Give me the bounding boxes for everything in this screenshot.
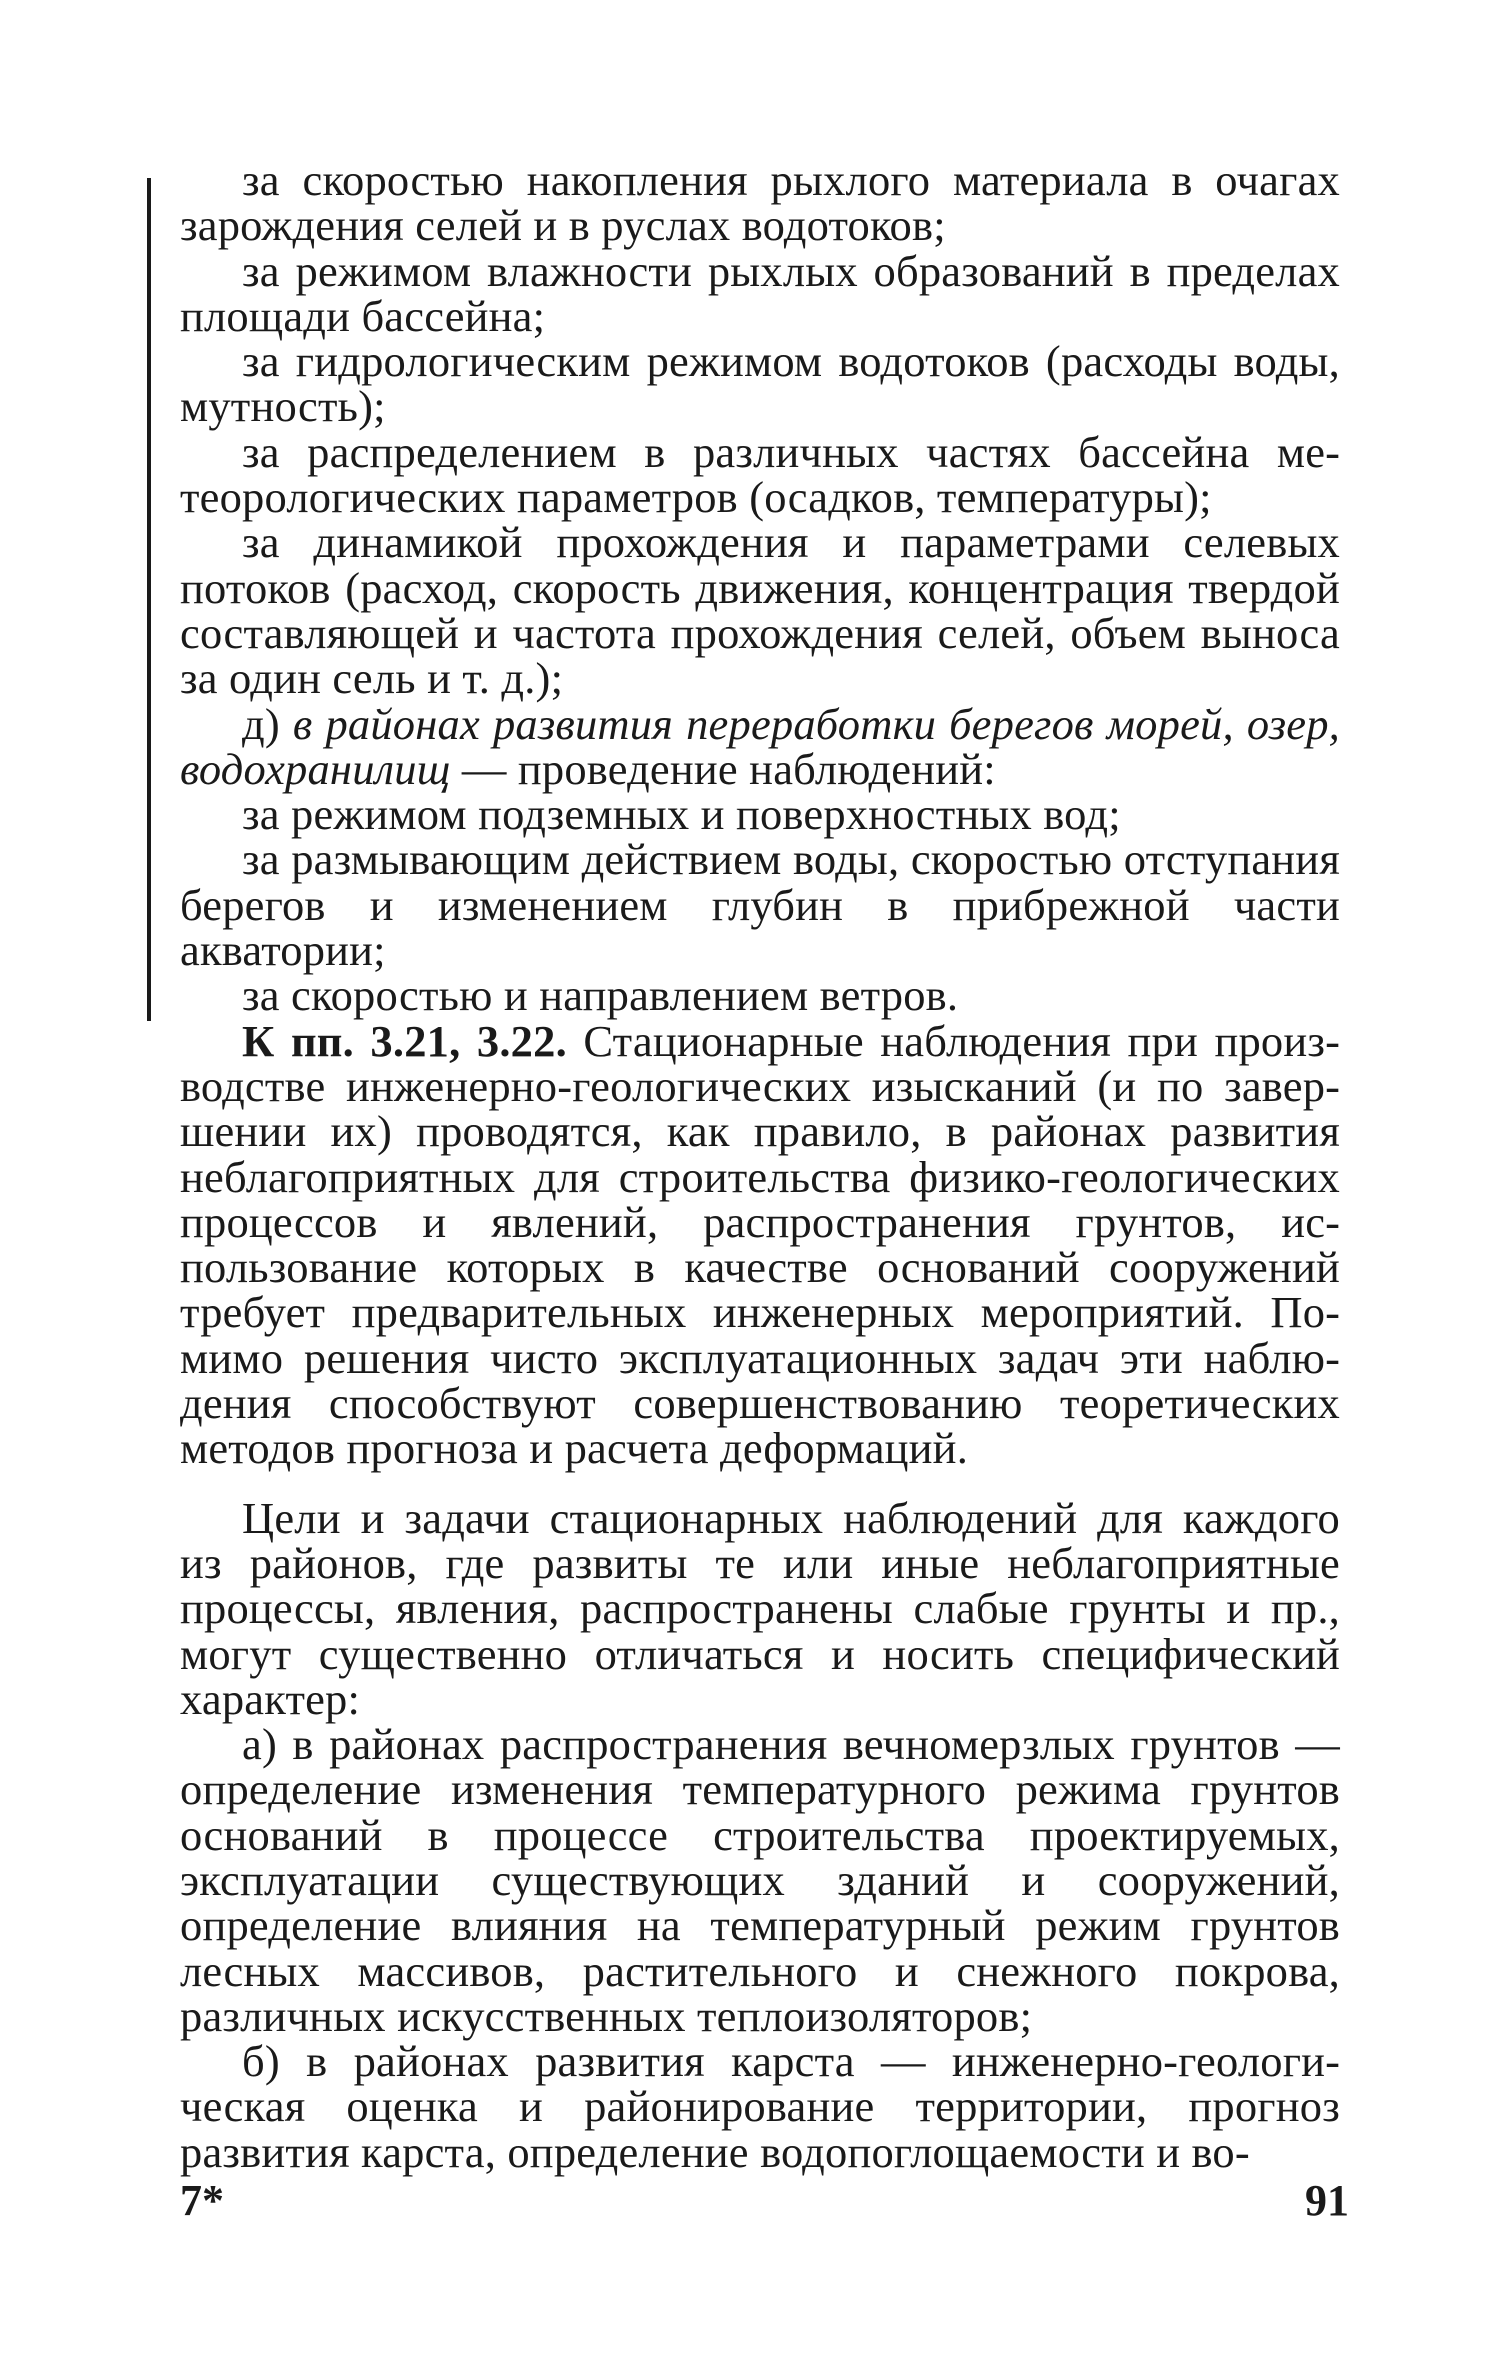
signature-mark: 7* [180, 2176, 224, 2225]
paragraph-erosion: за размывающим действием воды, скоростью отступания берегов и изменением глубин в прибрежной части акватории; [180, 834, 1340, 976]
paragraph-meteorology: за распределением в различных частях бассейна метеорологических параметров (осадков, температуры); [180, 426, 1340, 523]
section-text: Стационарные наблюдения при производстве инженерно-геологических изысканий (и по завершении их) проводятся, как правило, в районах развития неблагоприятных для строительства физико-геологических процессов и явлений, распространения грунтов, использование которых в качестве оснований сооружений требует предварительных инженерных мероприятий. Помимо решения чисто эксплуатационных задач эти наблюдения способствуют совершенствованию теоретических методов прогноза и расчета деформаций. [180, 1015, 1340, 1474]
body-text [180, 155, 1340, 2177]
paragraph-sediment: за скоростью накопления рыхлого материала в очагах зарождения селей и в руслах водотоков; [180, 155, 1340, 251]
paragraph-mudflow: за динамикой прохождения и параметрами селевых потоков (расход, скорость движения, концентрация твердой составляющей и частота прохождения селей, объем выноса за один сель и т. д.); [180, 517, 1340, 704]
paragraph-hydrology: за гидрологическим режимом водотоков (расходы воды, мутность); [180, 336, 1340, 432]
section-ref: К пп. 3.21, 3.22. [242, 1015, 567, 1066]
margin-change-bar [147, 178, 151, 1021]
paragraph-wind: за скоростью и направлением ветров. [242, 970, 959, 1021]
paragraph-goals: Цели и задачи стационарных наблюдений для каждого из районов, где развиты те или иные неблагоприятные процессы, явления, распространены слабые грунты и пр., могут существенно отличаться и носить специфический характер: [180, 1492, 1340, 1724]
item-a: а) в районах распространения вечномерзлых грунтов — определение изменения температурного режима грунтов оснований в процессе строительства проектируемых, эксплуатации существующих зданий и сооружений, определение влияния на температурный режим грунтов лесных массивов, растительного и снежного покрова, различных искусственных теплоизоляторов; [180, 1719, 1340, 2041]
paragraph-moisture: за режимом влажности рыхлых образований в пределах площади бассейна; [180, 245, 1340, 341]
paragraph-groundwater: за режимом подземных и поверхностных вод; [242, 789, 1121, 840]
item-d [180, 698, 1340, 794]
item-d-rest: — проведение наблюдений: [450, 743, 996, 794]
item-d-italic: в районах развития переработки берегов морей, озер, водохранилищ [180, 698, 1340, 794]
section-3-21 [180, 1015, 1340, 1474]
item-d-prefix: д) [242, 698, 293, 749]
item-b: б) в районах развития карста — инженерно-геологическая оценка и районирование территории, прогноз развития карста, определение водопоглощаемости и во- [180, 2036, 1340, 2177]
page-number: 91 [1305, 2176, 1349, 2225]
